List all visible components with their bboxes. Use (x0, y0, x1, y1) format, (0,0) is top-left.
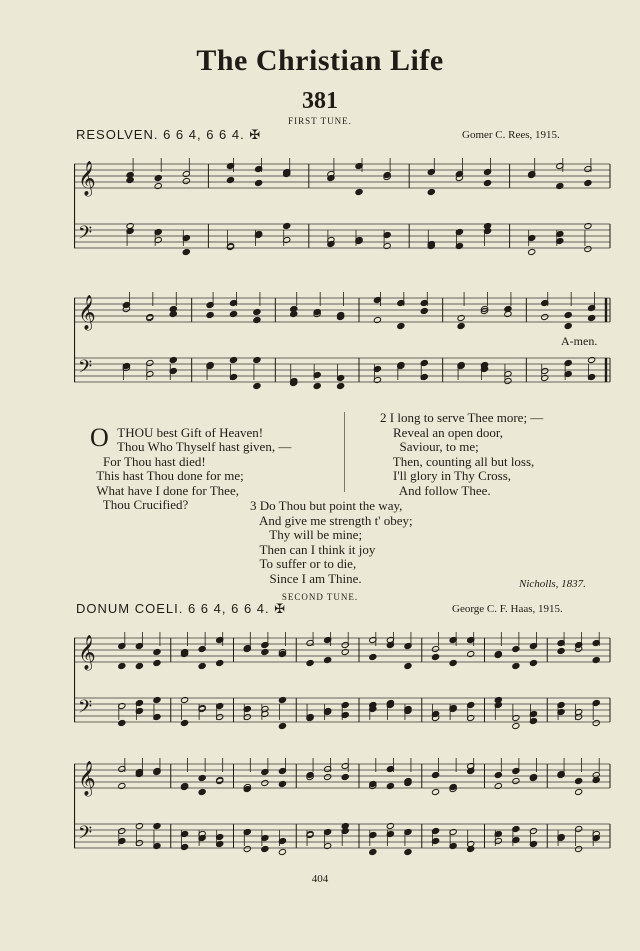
note-head (278, 722, 286, 729)
cross-icon: ✠ (274, 601, 287, 616)
svg-text:𝄢: 𝄢 (78, 697, 93, 722)
note-head (243, 845, 251, 852)
cross-icon: ✠ (249, 127, 262, 142)
tune-name: RESOLVEN. (76, 127, 159, 142)
note-head (432, 645, 440, 652)
note-head (198, 788, 206, 795)
note-head (153, 696, 161, 703)
note-head (154, 174, 162, 181)
verse-1-text: THOU best Gift of Heaven! Thou Who Thyself hast given, — For Thou hast died! This hast Thou done for me; What have I done for Thee, Thou Crucified? (96, 424, 292, 512)
second-tune-composer: George C. F. Haas, 1915. (452, 603, 563, 615)
tune-meter: 6 6 4, 6 6 4. (187, 601, 270, 616)
note-head (278, 696, 286, 703)
note-head (278, 780, 286, 787)
note-head (432, 788, 440, 795)
note-head (386, 782, 394, 789)
note-head (564, 311, 572, 318)
note-head (341, 648, 349, 655)
tune-meter: 6 6 4, 6 6 4. (163, 127, 245, 142)
note-head (397, 322, 405, 329)
note-head (181, 696, 189, 703)
svg-text:𝄞: 𝄞 (78, 761, 96, 796)
note-head (182, 248, 190, 255)
note-head (154, 182, 162, 189)
tune-name: DONUM COELI. (76, 601, 184, 616)
note-head (226, 176, 234, 183)
note-head (253, 308, 261, 315)
note-head (283, 222, 291, 229)
note-head (494, 771, 502, 778)
note-head (182, 177, 190, 184)
note-head (575, 777, 583, 784)
note-head (261, 779, 269, 786)
note-head (278, 848, 286, 855)
note-head (355, 188, 363, 195)
note-head (592, 656, 600, 663)
note-head (420, 307, 428, 314)
note-head (584, 222, 592, 229)
first-tune-system-1 (74, 150, 614, 260)
first-tune-label: FIRST TUNE. (288, 116, 352, 126)
svg-text:𝄢: 𝄢 (78, 823, 93, 848)
note-head (556, 182, 564, 189)
note-head (432, 771, 440, 778)
note-head (457, 322, 465, 329)
second-tune-system-2 (74, 750, 614, 860)
verse-2: 2 I long to serve Thee more; — Reveal an open door, Saviour, to me; Then, counting all but loss, I'll glory in Thy Cross, And follow Thee. (380, 410, 544, 498)
note-head (512, 645, 520, 652)
svg-text:𝄢: 𝄢 (78, 223, 93, 248)
note-head (541, 313, 549, 320)
note-head (153, 822, 161, 829)
note-head (216, 659, 224, 666)
page-title: The Christian Life (196, 44, 444, 77)
note-head (369, 653, 377, 660)
note-head (557, 647, 565, 654)
note-head (575, 845, 583, 852)
note-head (528, 248, 536, 255)
note-head (404, 662, 412, 669)
note-head (432, 653, 440, 660)
note-head (369, 848, 377, 855)
note-head (467, 650, 475, 657)
verse-divider (344, 412, 345, 492)
first-tune-composer: Gomer C. Rees, 1915. (462, 129, 560, 141)
note-head (341, 773, 349, 780)
note-head (198, 662, 206, 669)
note-head (494, 782, 502, 789)
note-head (229, 356, 237, 363)
note-head (512, 722, 520, 729)
note-head (427, 188, 435, 195)
svg-text:𝄢: 𝄢 (78, 357, 93, 382)
verse-3: 3 Do Thou but point the way, And give me strength t' obey; Thy will be mine; Then can I think it joy To suffer or to die, Since I am Thine. (250, 498, 413, 586)
note-head (135, 822, 143, 829)
note-head (255, 179, 263, 186)
note-head (584, 179, 592, 186)
note-head (181, 719, 189, 726)
note-head (198, 774, 206, 781)
note-head (153, 659, 161, 666)
svg-text:𝄞: 𝄞 (78, 635, 96, 670)
note-head (575, 788, 583, 795)
note-head (261, 648, 269, 655)
note-head (229, 310, 237, 317)
note-head (404, 848, 412, 855)
note-head (169, 356, 177, 363)
note-head (529, 659, 537, 666)
note-head (483, 179, 491, 186)
note-head (564, 322, 572, 329)
second-tune-heading (76, 601, 286, 617)
note-head (457, 314, 465, 321)
note-head (253, 382, 261, 389)
note-head (153, 648, 161, 655)
note-head (313, 382, 321, 389)
first-tune-system-2 (74, 284, 614, 394)
second-tune-label: SECOND TUNE. (281, 592, 359, 602)
note-head (198, 645, 206, 652)
note-head (512, 777, 520, 784)
second-tune-system-1 (74, 624, 614, 734)
verse-1 (90, 411, 292, 513)
note-head (324, 773, 332, 780)
note-head (261, 845, 269, 852)
note-head (373, 316, 381, 323)
note-head (118, 719, 126, 726)
note-head (324, 656, 332, 663)
page-number: 404 (311, 873, 329, 885)
note-head (512, 662, 520, 669)
note-head (386, 822, 394, 829)
note-head (253, 316, 261, 323)
note-head (118, 782, 126, 789)
svg-text:𝄞: 𝄞 (78, 161, 96, 196)
note-head (337, 382, 345, 389)
note-head (449, 659, 457, 666)
note-head (588, 356, 596, 363)
note-head (584, 245, 592, 252)
attribution: Nicholls, 1837. (519, 578, 586, 590)
note-head (206, 311, 214, 318)
note-head (306, 659, 314, 666)
verse-1-dropcap: O (90, 422, 109, 452)
note-head (253, 356, 261, 363)
first-tune-heading (76, 127, 261, 143)
amen-label: A-men. (561, 334, 598, 348)
note-head (118, 662, 126, 669)
svg-text:𝄞: 𝄞 (78, 295, 96, 330)
note-head (588, 314, 596, 321)
note-head (135, 662, 143, 669)
hymn-number: 381 (302, 88, 338, 114)
note-head (592, 719, 600, 726)
